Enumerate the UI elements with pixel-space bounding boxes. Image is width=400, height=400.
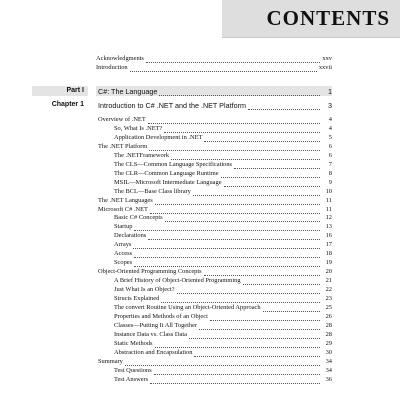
toc-entry-title: Startup — [114, 223, 133, 231]
toc-entry-page: 11 — [325, 205, 332, 213]
toc-entry-page: 4 — [328, 116, 332, 123]
toc-entry-title: Static Methods — [114, 339, 153, 347]
toc-entry-title: Scopes — [114, 259, 133, 267]
toc-entry-chapter — [98, 100, 332, 110]
toc-entry-page: 28 — [325, 330, 332, 338]
toc-entry-title: The convert Routine Using an Object-Oriented Approach — [114, 303, 261, 311]
toc-entry-title: Classes—Putting It All Together — [114, 321, 198, 329]
toc-entry-title: The .NETFramework — [114, 151, 170, 159]
toc-entry-page: 7 — [328, 160, 332, 168]
toc-entry-title: Overview of .NET — [98, 116, 146, 123]
chapter-label: Chapter 1 — [51, 101, 84, 108]
toc-entry-page: 26 — [325, 312, 332, 320]
toc-entry-page: xxvii — [318, 64, 332, 71]
toc-entry-title: Introduction to C# .NET and the .NET Platform — [98, 101, 246, 110]
toc-entry-title: So, What Is .NET? — [114, 124, 163, 132]
toc-entry-introduction — [96, 62, 332, 72]
toc-entry-page: 4 — [328, 124, 332, 132]
toc-entry-page: 6 — [328, 142, 332, 150]
toc-entry-title: Just What Is an Object? — [114, 286, 175, 294]
part-label: Part I — [32, 86, 88, 96]
toc-entry-title: Application Development in .NET — [114, 133, 203, 141]
dot-leader — [150, 377, 320, 384]
toc-entry-title: A Brief History of Object-Oriented Programming — [114, 277, 241, 285]
toc-entry-title: The CLS—Common Language Specifications — [114, 160, 233, 168]
toc-entry-page: 6 — [328, 151, 332, 159]
toc-entry-title: The .NET Platform — [98, 142, 148, 150]
toc-entry-page: 12 — [325, 214, 332, 222]
toc-entry-page: 29 — [325, 339, 332, 347]
toc-entry-page: 19 — [325, 259, 332, 267]
toc-entry-page: 20 — [325, 268, 332, 276]
toc-entry-title: Object-Oriented Programming Concepts — [98, 268, 202, 276]
toc-entry-page: 10 — [325, 187, 332, 195]
toc-entry-page: 1 — [328, 87, 332, 96]
toc-entry-page: 5 — [328, 133, 332, 141]
toc-entry-page: 11 — [325, 196, 332, 204]
toc-entry — [114, 374, 332, 384]
toc-entry-page: 17 — [325, 241, 332, 249]
toc-entry-page: 8 — [328, 169, 332, 177]
toc-entry-title: Test Answers — [114, 375, 149, 383]
toc-entry-title: Structs Explained — [114, 295, 160, 302]
toc-entry-page: 28 — [325, 321, 332, 329]
toc-entry-title: Arrays — [114, 241, 132, 249]
toc-entry-page: 21 — [325, 277, 332, 285]
toc-entry-title: Acknowledgments — [96, 55, 144, 62]
toc-entry-page: 30 — [325, 348, 332, 356]
toc-entry-title: Abstraction and Encapsulation — [114, 348, 193, 356]
toc-entry-title: MSIL—Microsoft Intermediate Language — [114, 178, 222, 186]
toc-entry-page: 22 — [325, 286, 332, 294]
toc-entry-title: Access — [114, 250, 133, 258]
toc-entry-page: 23 — [325, 295, 332, 302]
toc-entry-page: 25 — [325, 303, 332, 311]
toc-entry-page: 3 — [328, 101, 332, 110]
toc-entry-title: Properties and Methods of an Object — [114, 312, 208, 320]
dot-leader — [159, 89, 320, 96]
toc-entry-page: 36 — [325, 375, 332, 383]
toc-entry-page: xxv — [322, 55, 332, 62]
toc-entry-page: 18 — [325, 250, 332, 258]
page-title: CONTENTS — [266, 6, 390, 30]
toc-entry-title: Summary — [98, 357, 123, 365]
dot-leader — [248, 103, 320, 110]
toc-entry-title: The CLR—Common Language Runtime — [114, 169, 219, 177]
toc-entry-page: 16 — [325, 232, 332, 240]
toc-entry-title: The BCL—Base Class library — [114, 187, 191, 195]
toc-entry-title: Basic C# Concepts — [114, 214, 163, 222]
toc-entry-title: Declarations — [114, 232, 147, 240]
toc-entry-title: Introduction — [96, 64, 128, 71]
toc-entry-title: Microsoft C# .NET — [98, 205, 148, 213]
toc-entry-page: 34 — [325, 357, 332, 365]
toc-entry-page: 9 — [328, 178, 332, 186]
toc-entry-page: 34 — [325, 366, 332, 374]
toc-entry-title: Test Questions — [114, 366, 152, 374]
dot-leader — [130, 65, 317, 72]
toc-entry-page: 13 — [325, 223, 332, 231]
toc-entry-title: Instance Data vs. Class Data — [114, 330, 187, 338]
toc-entry-title: The .NET Languages — [98, 196, 153, 204]
toc-entry-title: C#: The Language — [98, 87, 158, 96]
toc-entry-part — [98, 86, 332, 96]
